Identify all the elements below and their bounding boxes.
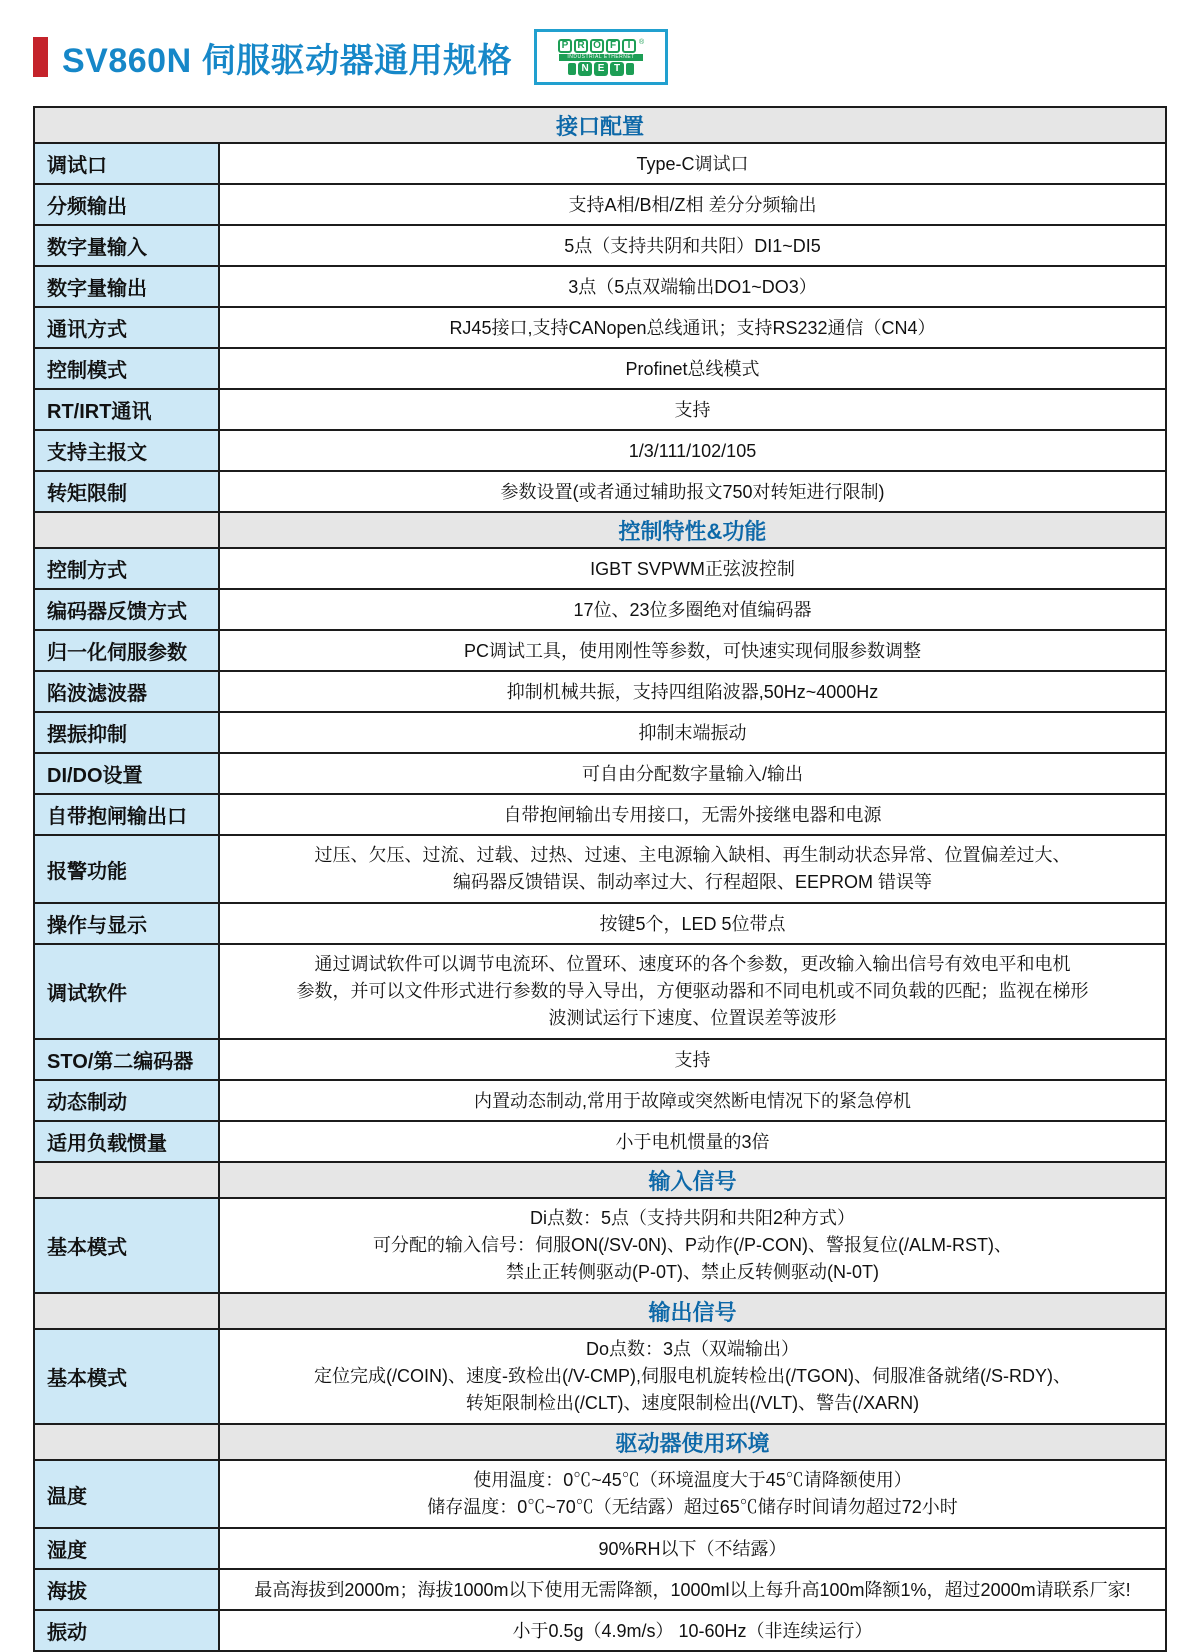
spec-row [35, 265, 1165, 306]
spec-value-line: 参数，并可以文件形式进行参数的导入导出，方便驱动器和不同电机或不同负载的匹配；监视在梯形 [296, 981, 1089, 1001]
spec-row-label: 湿度 [35, 1529, 220, 1568]
spec-value-line: 通过调试软件可以调节电流环、位置环、速度环的各个参数，更改输入输出信号有效电平和电机 [314, 954, 1071, 974]
spec-value-line: Di点数：5点（支持共阴和共阳2种方式） [529, 1208, 856, 1228]
spec-row-value [220, 267, 1165, 306]
profinet-logo [534, 29, 668, 85]
section-header-left-cell [35, 1425, 220, 1459]
spec-value-line: 转矩限制检出(/CLT)、速度限制检出(/VLT)、警告(/XARN) [465, 1393, 920, 1413]
spec-row [35, 629, 1165, 670]
spec-value-line: 5点（支持共阴和共阳）DI1~DI5 [564, 235, 821, 256]
spec-row-label: 温度 [35, 1461, 220, 1527]
spec-value-line: 定位完成(/COIN)、速度-致检出(/V-CMP),伺服电机旋转检出(/TGON)、伺服准备就绪(/S-RDY)、 [314, 1366, 1071, 1386]
section-header-left-cell [35, 1294, 220, 1328]
logo-letter-r: R [574, 39, 588, 53]
spec-row-value [220, 1081, 1165, 1120]
section-header-label: 驱动器使用环境 [615, 1430, 770, 1456]
spec-row-label: 分频输出 [35, 185, 220, 224]
spec-row-label: 动态制动 [35, 1081, 220, 1120]
section-header-row [35, 1423, 1165, 1459]
profinet-logo-net-row [568, 62, 634, 76]
spec-value-line: Do点数：3点（双端输出） [585, 1339, 800, 1359]
spec-row-value [220, 1611, 1165, 1650]
spec-value-line: 17位、23位多圈绝对值编码器 [573, 599, 812, 620]
red-accent-bar [33, 37, 48, 77]
spec-row-label: 操作与显示 [35, 904, 220, 943]
spec-value-line: 可自由分配数字量输入/输出 [582, 763, 803, 784]
spec-row [35, 1079, 1165, 1120]
logo-letter-i: I [622, 39, 636, 53]
spec-row-label: 基本模式 [35, 1330, 220, 1423]
spec-row-label: 转矩限制 [35, 472, 220, 511]
spec-row-value [220, 431, 1165, 470]
logo-letter-e: E [594, 62, 608, 76]
section-header-row [35, 1292, 1165, 1328]
spec-row [35, 224, 1165, 265]
spec-value-line: 小于0.5g（4.9m/s） 10-60Hz（非连续运行） [512, 1620, 873, 1641]
spec-row-value [220, 945, 1165, 1038]
spec-value-line: 小于电机惯量的3倍 [615, 1131, 770, 1152]
spec-row-label: 海拔 [35, 1570, 220, 1609]
spec-row-label: 归一化伺服参数 [35, 631, 220, 670]
spec-value-line: 编码器反馈错误、制动率过大、行程超限、EEPROM 错误等 [452, 872, 932, 892]
spec-row-value [220, 1570, 1165, 1609]
spec-row [35, 306, 1165, 347]
spec-row-label: 编码器反馈方式 [35, 590, 220, 629]
spec-row-label: STO/第二编码器 [35, 1040, 220, 1079]
spec-value-line: PC调试工具，使用刚性等参数，可快速实现伺服参数调整 [463, 640, 921, 661]
section-header-row [35, 511, 1165, 547]
spec-row [35, 547, 1165, 588]
section-header-label: 输出信号 [648, 1299, 737, 1325]
spec-table [33, 106, 1167, 1652]
logo-letter-t: T [610, 62, 624, 76]
spec-row-value [220, 836, 1165, 902]
spec-row-value [220, 754, 1165, 793]
spec-value-line: Profinet总线模式 [625, 358, 760, 379]
spec-row-value [220, 308, 1165, 347]
spec-value-line: 使用温度：0℃~45℃（环境温度大于45℃请降额使用） [473, 1470, 912, 1490]
spec-row-value [220, 713, 1165, 752]
logo-letter-p: P [558, 39, 572, 53]
spec-row [35, 793, 1165, 834]
spec-row-label: 通讯方式 [35, 308, 220, 347]
spec-value-line: 可分配的输入信号：伺服ON(/SV-0N)、P动作(/P-CON)、警报复位(/ALM-RST)、 [373, 1235, 1012, 1255]
spec-row-value [220, 349, 1165, 388]
spec-row-value [220, 795, 1165, 834]
spec-value-line: 1/3/111/102/105 [628, 440, 757, 461]
spec-row-value [220, 390, 1165, 429]
section-header-label: 控制特性&功能 [618, 518, 767, 544]
logo-square-icon [568, 63, 576, 75]
profinet-logo-industrial-ethernet-label: INDUSTRIAL ETHERNET [559, 54, 642, 61]
spec-value-line: 3点（5点双端输出DO1~DO3） [568, 276, 817, 297]
spec-row [35, 470, 1165, 511]
spec-row-value [220, 226, 1165, 265]
spec-row-label: 控制方式 [35, 549, 220, 588]
spec-row-value [220, 590, 1165, 629]
spec-row [35, 1609, 1165, 1650]
spec-value-line: 储存温度：0℃~70℃（无结露）超过65℃储存时间请勿超过72小时 [427, 1497, 958, 1517]
section-header-label: 接口配置 [555, 113, 644, 139]
spec-row [35, 711, 1165, 752]
spec-value-line: Type-C调试口 [636, 153, 749, 174]
spec-value-line: 抑制末端振动 [638, 722, 747, 743]
section-header-left-cell [35, 1163, 220, 1197]
spec-row [35, 1459, 1165, 1527]
spec-value-line: IGBT SVPWM正弦波控制 [590, 558, 795, 579]
spec-value-line: 支持 [674, 1049, 711, 1070]
spec-row [35, 183, 1165, 224]
spec-value-line: 最高海拔到2000m；海拔1000m以下使用无需降额，1000ml以上每升高100m降额1%，超过2000m请联系厂家! [254, 1579, 1131, 1600]
spec-row [35, 1038, 1165, 1079]
spec-row [35, 1568, 1165, 1609]
spec-row [35, 752, 1165, 793]
spec-row [35, 588, 1165, 629]
spec-row-value [220, 472, 1165, 511]
spec-row-value [220, 631, 1165, 670]
spec-row-value [220, 672, 1165, 711]
spec-row-label: 摆振抑制 [35, 713, 220, 752]
spec-value-line: 支持A相/B相/Z相 差分分频输出 [568, 194, 817, 215]
logo-letter-f: F [606, 39, 620, 53]
spec-row-label: RT/IRT通讯 [35, 390, 220, 429]
spec-row-label: 报警功能 [35, 836, 220, 902]
spec-row-value [220, 549, 1165, 588]
spec-value-line: 过压、欠压、过流、过载、过热、过速、主电源输入缺相、再生制动状态异常、位置偏差过大、 [314, 845, 1071, 865]
spec-row [35, 1527, 1165, 1568]
section-header-label: 输入信号 [648, 1168, 737, 1194]
spec-row [35, 834, 1165, 902]
logo-square-icon [626, 63, 634, 75]
page-title: SV860N 伺服驱动器通用规格 [62, 41, 513, 80]
profinet-logo-profi-row [558, 39, 644, 53]
spec-value-line: 自带抱闸输出专用接口，无需外接继电器和电源 [503, 804, 882, 825]
spec-row [35, 943, 1165, 1038]
spec-value-line: 禁止正转侧驱动(P-0T)、禁止反转侧驱动(N-0T) [506, 1262, 879, 1282]
section-header-left-cell [35, 513, 220, 547]
spec-value-line: 支持 [674, 399, 711, 420]
spec-row-value [220, 144, 1165, 183]
spec-row-value [220, 1529, 1165, 1568]
spec-value-line: RJ45接口,支持CANopen总线通讯；支持RS232通信（CN4） [449, 317, 936, 338]
spec-row [35, 902, 1165, 943]
spec-row [35, 388, 1165, 429]
spec-row-value [220, 1330, 1165, 1423]
spec-value-line: 按键5个，LED 5位带点 [599, 913, 786, 934]
spec-value-line: 90%RH以下（不结露） [598, 1538, 787, 1559]
section-header-row [35, 108, 1165, 142]
spec-value-line: 抑制机械共振，支持四组陷波器,50Hz~4000Hz [506, 681, 879, 702]
section-header-row [35, 1161, 1165, 1197]
spec-row-label: 调试软件 [35, 945, 220, 1038]
spec-value-line: 波测试运行下速度、位置误差等波形 [548, 1008, 837, 1028]
spec-row-label: 陷波滤波器 [35, 672, 220, 711]
registered-trademark-icon: ® [639, 38, 645, 46]
spec-row-label: 适用负载惯量 [35, 1122, 220, 1161]
spec-row-label: 基本模式 [35, 1199, 220, 1292]
spec-row [35, 1120, 1165, 1161]
spec-value-line: 内置动态制动,常用于故障或突然断电情况下的紧急停机 [474, 1090, 911, 1111]
spec-row-value [220, 1122, 1165, 1161]
spec-row-label: 支持主报文 [35, 431, 220, 470]
spec-row-value [220, 904, 1165, 943]
spec-row [35, 1197, 1165, 1292]
spec-row-value [220, 1199, 1165, 1292]
spec-row-value [220, 1461, 1165, 1527]
spec-row-label: DI/DO设置 [35, 754, 220, 793]
spec-row [35, 1328, 1165, 1423]
spec-row [35, 429, 1165, 470]
spec-value-line: 参数设置(或者通过辅助报文750对转矩进行限制) [500, 481, 885, 502]
spec-row-label: 调试口 [35, 144, 220, 183]
spec-row-value [220, 185, 1165, 224]
spec-row-label: 振动 [35, 1611, 220, 1650]
spec-row-label: 自带抱闸输出口 [35, 795, 220, 834]
spec-row-value [220, 1040, 1165, 1079]
spec-row [35, 347, 1165, 388]
logo-letter-o: O [590, 39, 604, 53]
spec-row [35, 670, 1165, 711]
logo-letter-n: N [578, 62, 592, 76]
spec-row-label: 数字量输入 [35, 226, 220, 265]
spec-row-label: 数字量输出 [35, 267, 220, 306]
spec-row-label: 控制模式 [35, 349, 220, 388]
page-header [33, 26, 1167, 88]
spec-row [35, 142, 1165, 183]
